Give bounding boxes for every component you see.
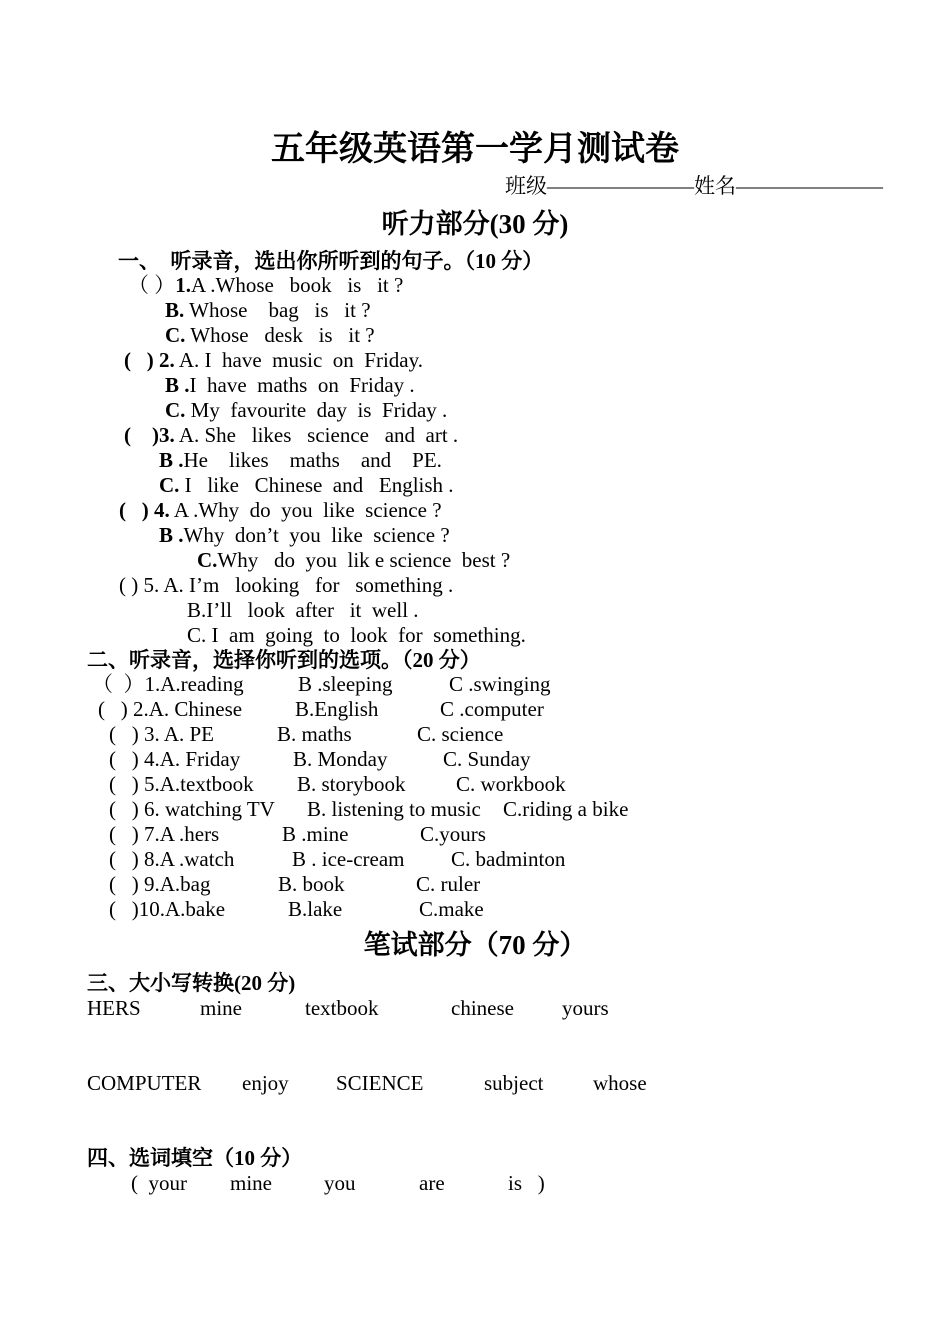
q2-option-c: My favourite day is Friday . — [185, 398, 448, 422]
q3-option-c: I like Chinese and English . — [179, 473, 454, 497]
q1-option-c: Whose desk is it ? — [185, 323, 375, 347]
q3-line-c — [159, 473, 454, 498]
q3-paren: ( )3. — [124, 423, 175, 447]
q4-option-a: A .Why do you like science ? — [169, 498, 442, 522]
q1-num: 1. — [175, 273, 191, 297]
q1-b-label: B. — [165, 298, 185, 322]
s2-q2: ( ) 2.A. Chinese — [98, 697, 243, 721]
s3-word: SCIENCE — [336, 1071, 424, 1095]
q1-c-label: C. — [165, 323, 186, 347]
s2-q2-c: C .computer — [440, 697, 544, 721]
s2-q1-b: B .sleeping — [298, 672, 393, 696]
s2-q8-b: B . ice-cream — [292, 847, 405, 871]
s3-word: whose — [593, 1071, 647, 1095]
s2-q1: （ ）1.A.reading — [92, 672, 244, 696]
q3-b-label: B . — [159, 448, 184, 472]
q2-line-c — [165, 398, 447, 423]
s3-word: HERS — [87, 996, 141, 1020]
s4-word: are — [419, 1171, 445, 1195]
s2-q7: ( ) 7.A .hers — [109, 822, 220, 846]
written-header: 笔试部分（70 分） — [363, 930, 587, 960]
s2-q9-b: B. book — [278, 872, 345, 896]
s3-word: mine — [200, 996, 242, 1020]
q2-option-a: A. I have music on Friday. — [174, 348, 424, 372]
q4-option-b: Why don’t you like science ? — [183, 523, 450, 547]
s2-q8: ( ) 8.A .watch — [109, 847, 235, 871]
q2-c-label: C. — [165, 398, 186, 422]
q4-b-label: B . — [159, 523, 184, 547]
q5-line-a: ( ) 5. A. I’m looking for something . — [119, 573, 454, 597]
s4-word: is ) — [508, 1171, 545, 1195]
s2-q9: ( ) 9.A.bag — [109, 872, 211, 896]
q4-paren: ( ) 4. — [119, 498, 170, 522]
q1-line-b — [165, 298, 371, 323]
s2-q6-b: B. listening to music — [307, 797, 481, 821]
section-1-heading: 一、 听录音，选出你所听到的句子。（10 分） — [118, 249, 544, 273]
s2-q2-b: B.English — [295, 697, 379, 721]
s2-q5-b: B. storybook — [297, 772, 406, 796]
s2-q6: ( ) 6. watching TV — [109, 797, 275, 821]
section-2-heading: 二、听录音，选择你听到的选项。（20 分） — [87, 648, 481, 672]
section-3-heading: 三、大小写转换(20 分) — [87, 971, 296, 995]
q3-line-b — [159, 448, 442, 473]
q4-line-c — [197, 548, 510, 573]
q4-option-c: Why do you lik e science best ? — [217, 548, 511, 572]
s2-q5-c: C. workbook — [456, 772, 566, 796]
q3-c-label: C. — [159, 473, 180, 497]
s2-q10-b: B.lake — [288, 897, 343, 921]
q3-line-a — [124, 423, 458, 448]
q1-paren: （ ） — [128, 273, 176, 297]
page-title: 五年级英语第一学月测试卷 — [271, 131, 679, 168]
q4-line-a — [119, 498, 442, 523]
s2-q5: ( ) 5.A.textbook — [109, 772, 254, 796]
s2-q10-c: C.make — [419, 897, 484, 921]
section-4-heading: 四、选词填空（10 分） — [87, 1146, 303, 1170]
s4-word: you — [324, 1171, 356, 1195]
s3-word: yours — [562, 996, 609, 1020]
listening-header: 听力部分(30 分) — [381, 209, 569, 239]
s3-word: textbook — [305, 996, 379, 1020]
q2-option-b: I have maths on Friday . — [189, 373, 415, 397]
s2-q3-c: C. science — [417, 722, 504, 746]
q5-line-c: C. I am going to look for something. — [187, 623, 526, 647]
s3-word: enjoy — [242, 1071, 289, 1095]
q2-line-b — [165, 373, 415, 398]
q5-line-b: B.I’ll look after it well . — [187, 598, 419, 622]
s2-q9-c: C. ruler — [416, 872, 481, 896]
s2-q3-b: B. maths — [277, 722, 352, 746]
s3-word: chinese — [451, 996, 514, 1020]
s2-q7-b: B .mine — [282, 822, 349, 846]
s2-q1-c: C .swinging — [449, 672, 551, 696]
q1-line-c — [165, 323, 375, 348]
q1-option-a: A .Whose book is it ? — [191, 273, 404, 297]
q2-line-a — [124, 348, 423, 373]
s2-q10: ( )10.A.bake — [109, 897, 226, 921]
q1-line-a — [128, 273, 403, 298]
s4-word: mine — [230, 1171, 272, 1195]
q4-line-b — [159, 523, 450, 548]
class-name-line: 班级———————姓名——————— — [505, 174, 883, 198]
s4-word: ( your — [131, 1171, 187, 1195]
q2-b-label: B . — [165, 373, 190, 397]
s2-q3: ( ) 3. A. PE — [109, 722, 214, 746]
s2-q4-c: C. Sunday — [443, 747, 531, 771]
s3-word: subject — [484, 1071, 544, 1095]
s2-q7-c: C.yours — [420, 822, 486, 846]
q3-option-b: He likes maths and PE. — [183, 448, 442, 472]
s2-q6-c: C.riding a bike — [503, 797, 629, 821]
q2-paren: ( ) 2. — [124, 348, 175, 372]
q1-option-b: Whose bag is it ? — [184, 298, 371, 322]
s2-q4-b: B. Monday — [293, 747, 388, 771]
q4-c-label: C. — [197, 548, 218, 572]
s2-q4: ( ) 4.A. Friday — [109, 747, 241, 771]
s2-q8-c: C. badminton — [451, 847, 566, 871]
q3-option-a: A. She likes science and art . — [174, 423, 459, 447]
s3-word: COMPUTER — [87, 1071, 202, 1095]
